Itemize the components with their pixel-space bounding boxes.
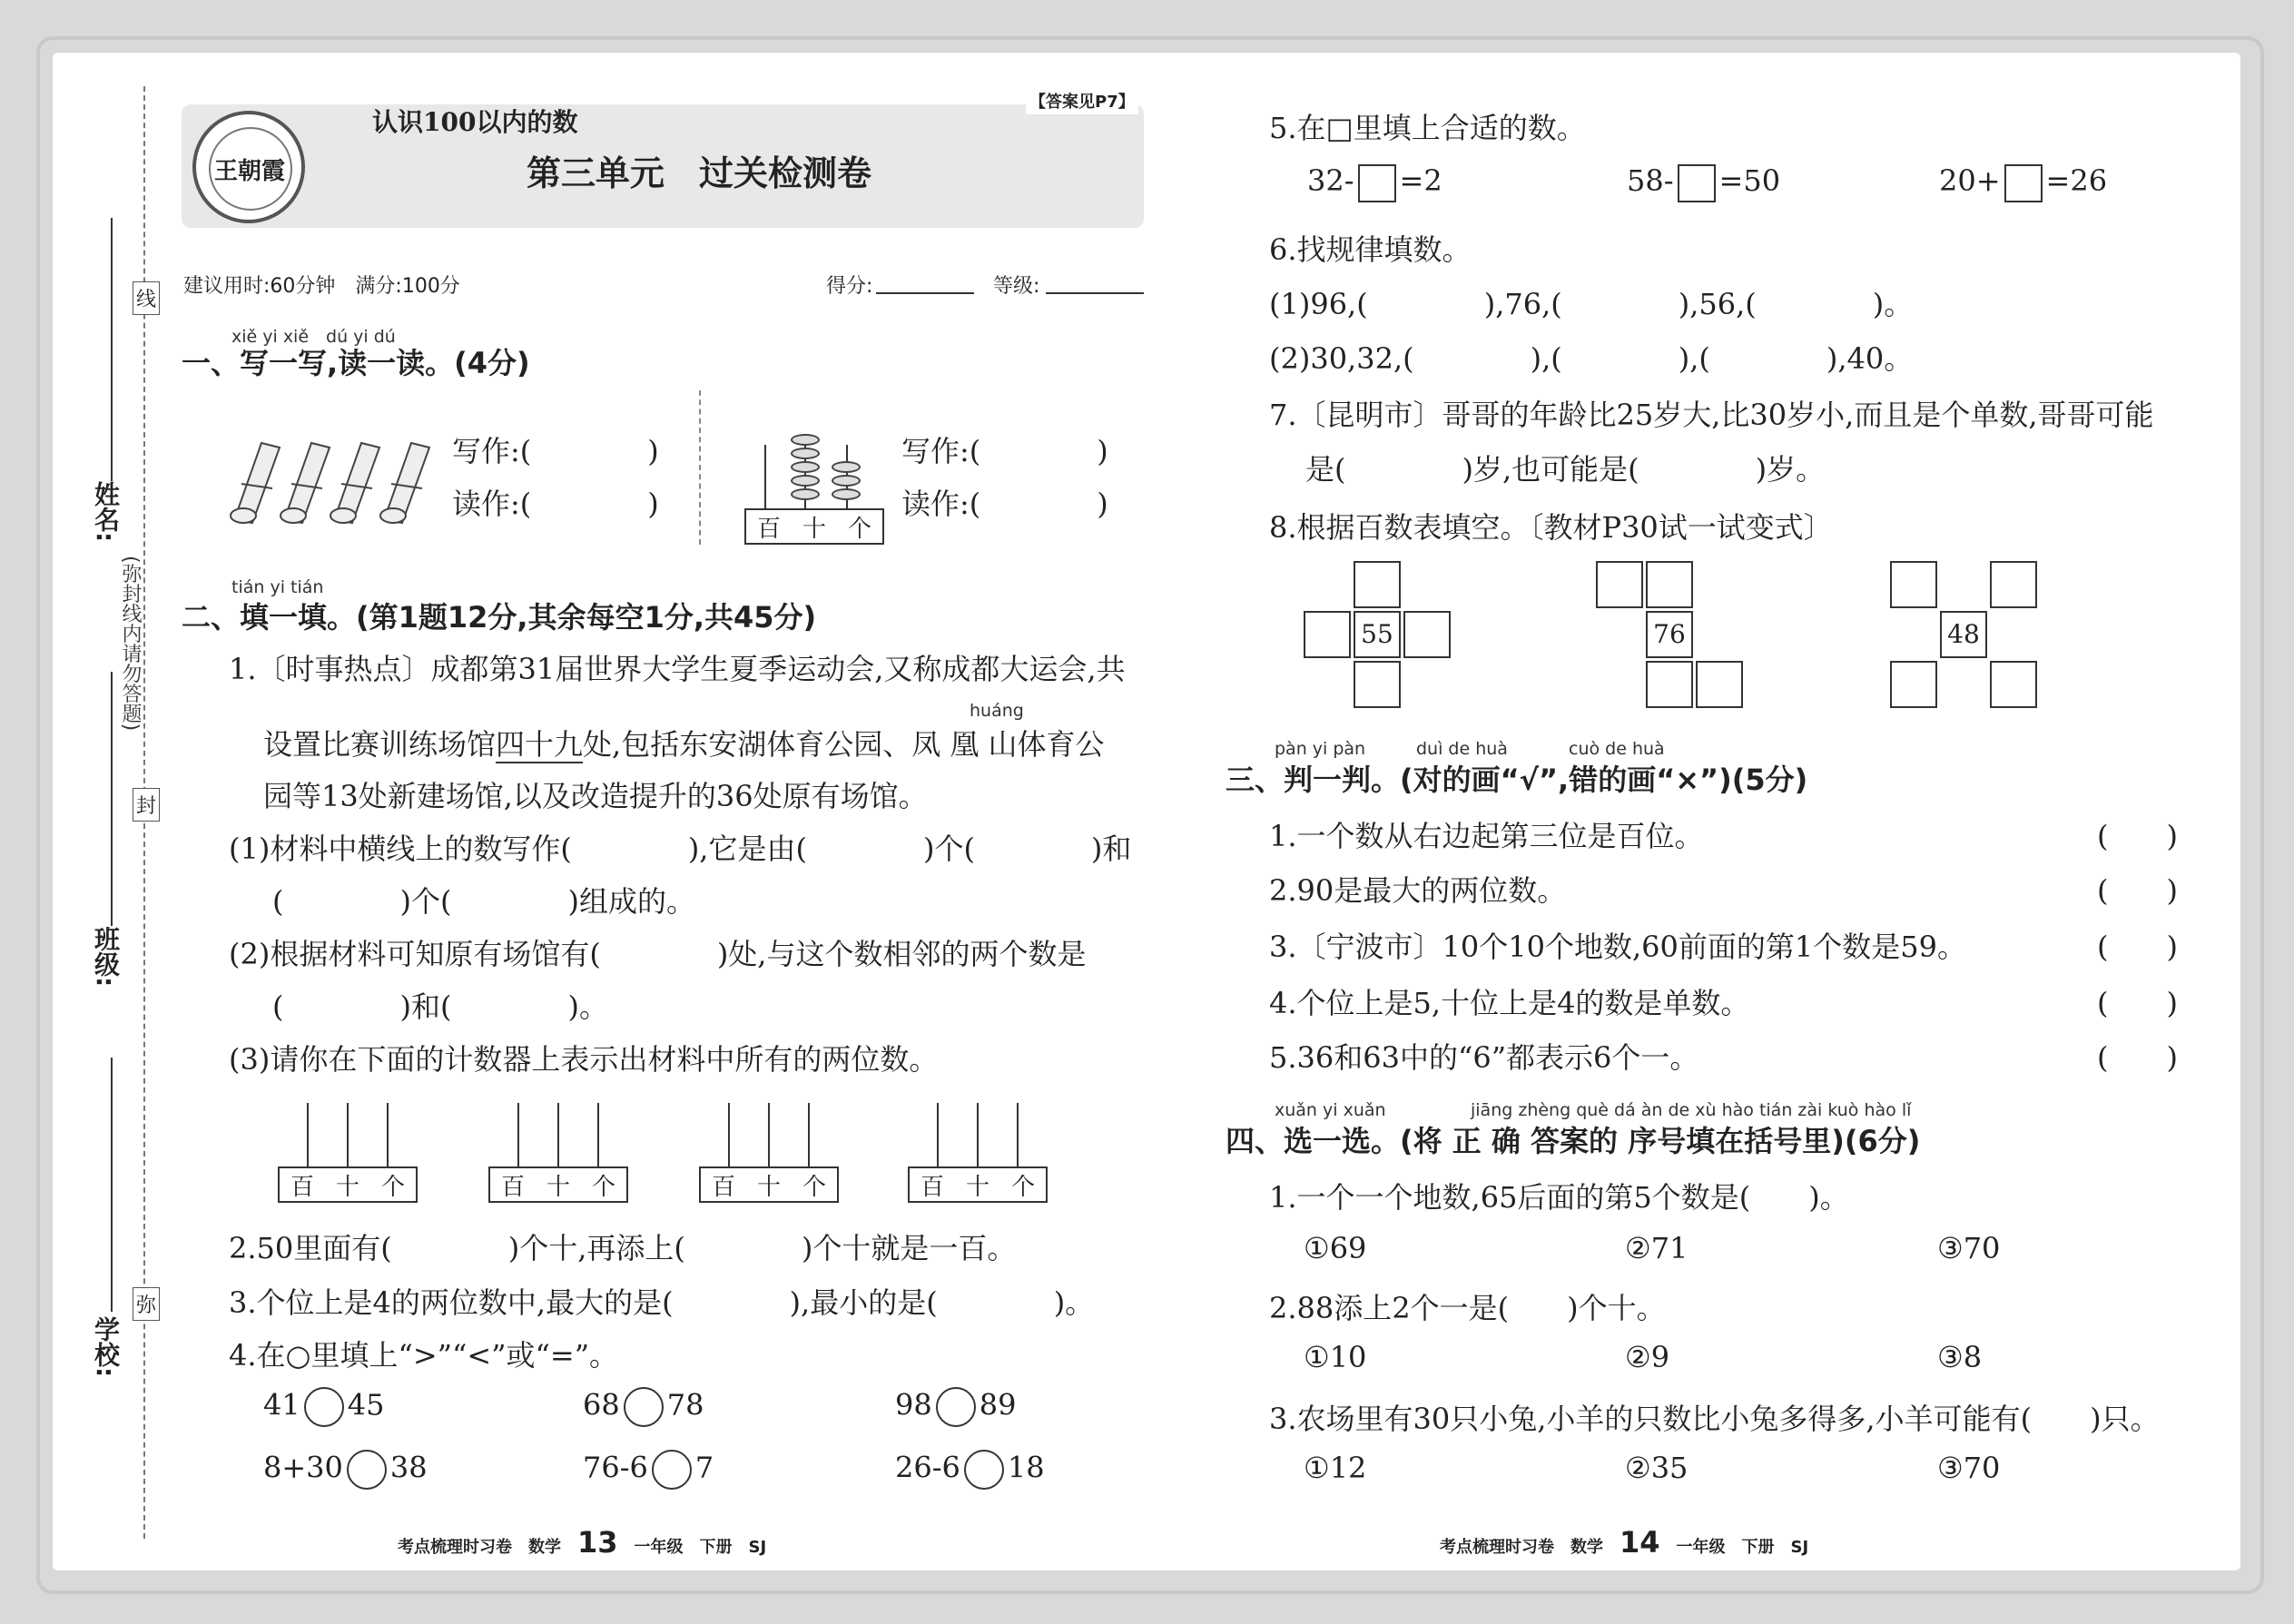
hundred-grid-3 (1890, 561, 2044, 715)
s2-q4: 4.在○里填上“>”“<”或“=”。 (229, 1338, 619, 1373)
s3-item-4: 4.个位上是5,十位上是4的数是单数。 (1269, 986, 1750, 1020)
time-score-info: 建议用时:60分钟 满分:100分 (183, 275, 460, 298)
s2-q1-pinyin: huáng (970, 701, 1024, 721)
answer-box[interactable] (1358, 164, 1396, 202)
logo-text: 王朝霞 (214, 158, 286, 185)
s4-q1-opt-2[interactable]: ②71 (1625, 1231, 1689, 1265)
page-number-13: 13 (577, 1525, 618, 1560)
s4-q3-opt-1[interactable]: ①12 (1304, 1451, 1367, 1485)
s4-q2[interactable]: 2.88添上2个一是( )个十。 (1269, 1291, 1666, 1325)
s3-item-2: 2.90是最大的两位数。 (1269, 873, 1567, 908)
q7-line-1: 7.〔昆明市〕哥哥的年龄比25岁大,比30岁小,而且是个单数,哥哥可能 (1269, 398, 2154, 432)
s2-q1-1a[interactable]: (1)材料中横线上的数写作( ),它是由( )个( )和 (229, 832, 1132, 866)
compare-5: 76-6 7 (583, 1450, 714, 1490)
counter-label-tens: 十 (802, 515, 826, 543)
binding-notice: (弥封线内请勿答题) (119, 556, 142, 732)
counter-1[interactable]: 百 十 个 (278, 1094, 418, 1203)
class-field-line (111, 672, 113, 926)
answer-box[interactable] (2004, 164, 2043, 202)
counter-2[interactable]: 百 十 个 (488, 1094, 628, 1203)
publisher-logo (192, 111, 305, 223)
compare-1: 41 45 (263, 1387, 384, 1427)
s2-q1-2b[interactable]: ( )和( )。 (272, 989, 608, 1024)
grade-label: 等级: (993, 275, 1040, 298)
s3-answer-2[interactable]: ( ) (2097, 873, 2178, 908)
compare-4: 8+30 38 (263, 1450, 428, 1490)
s4-q1-opt-1[interactable]: ①69 (1304, 1231, 1367, 1265)
school-field-line (111, 1058, 113, 1312)
page-title: 第三单元 过关检测卷 (527, 153, 872, 193)
q6-line-1[interactable]: (1)96,( ),76,( ),56,( )。 (1269, 287, 1914, 321)
s4-q3-opt-2[interactable]: ②35 (1625, 1451, 1689, 1485)
compare-6: 26-6 18 (895, 1450, 1045, 1490)
page-number-14: 14 (1620, 1525, 1660, 1560)
class-label: 班级: (91, 926, 121, 988)
counter-label-ones: 个 (847, 515, 871, 543)
q6-line-2[interactable]: (2)30,32,( ),( ),( ),40。 (1269, 341, 1914, 376)
s4-q3[interactable]: 3.农场里有30只小兔,小羊的只数比小兔多得多,小羊可能有( )只。 (1269, 1402, 2160, 1436)
compare-2: 68 78 (583, 1387, 704, 1427)
s3-pinyin-2: duì de huà (1416, 739, 1508, 759)
s4-q2-opt-1[interactable]: ①10 (1304, 1340, 1367, 1374)
s4-pinyin-2: jiāng zhèng què dá àn de xù hào tián zài kuò hào lǐ (1471, 1100, 1912, 1120)
compare-circle[interactable] (347, 1450, 387, 1490)
s2-q1-line2: 设置比赛训练场馆四十九处,包括东安湖体育公园、凤 凰 山体育公 (263, 727, 1105, 762)
s1-write-1[interactable]: 写作:( ) (452, 434, 659, 468)
hundred-grid-2 (1596, 561, 1750, 715)
s3-item-5: 5.36和63中的“6”都表示6个一。 (1269, 1040, 1699, 1075)
underlined-number: 四十九 (496, 727, 584, 762)
binding-mark-line: 线 (133, 281, 160, 315)
s2-q1-line1: 1.〔时事热点〕成都第31届世界大学生夏季运动会,又称成都大运会,共 (229, 652, 1126, 686)
s2-q1-line3: 园等13处新建场馆,以及改造提升的36处原有场馆。 (263, 779, 928, 813)
counter-4[interactable]: 百 十 个 (908, 1094, 1048, 1203)
s3-title: 三、判一判。(对的画“√”,错的画“×”)(5分) (1226, 763, 1808, 797)
grid-value-76: 76 (1646, 611, 1693, 658)
s3-item-1: 1.一个数从右边起第三位是百位。 (1269, 819, 1704, 853)
s4-q2-opt-3[interactable]: ③8 (1937, 1340, 1983, 1374)
s3-answer-4[interactable]: ( ) (2097, 986, 2178, 1020)
q7-line-2[interactable]: 是( )岁,也可能是( )岁。 (1305, 452, 1826, 487)
compare-circle[interactable] (624, 1387, 664, 1427)
q5-title: 5.在□里填上合适的数。 (1269, 111, 1586, 145)
compare-3: 98 89 (895, 1387, 1016, 1427)
q5-item-3: 20+ =26 (1939, 163, 2107, 202)
binding-mark-close: 弥 (133, 1287, 160, 1321)
s2-q1-2a[interactable]: (2)根据材料可知原有场馆有( )处,与这个数相邻的两个数是 (229, 937, 1087, 971)
answer-reference: 【答案见P7】 (1026, 87, 1138, 114)
s1-read-2[interactable]: 读作:( ) (901, 487, 1108, 521)
grid-value-48: 48 (1940, 611, 1987, 658)
compare-circle[interactable] (304, 1387, 344, 1427)
s3-pinyin-1: pàn yi pàn (1275, 739, 1366, 759)
compare-circle[interactable] (652, 1450, 692, 1490)
q6-title: 6.找规律填数。 (1269, 232, 1472, 267)
s2-q2[interactable]: 2.50里面有( )个十,再添上( )个十就是一百。 (229, 1231, 1017, 1265)
topic-label: 认识100以内的数 (372, 107, 578, 137)
counter-3[interactable]: 百 十 个 (699, 1094, 839, 1203)
counter-s1 (744, 399, 884, 545)
s2-q1-1b[interactable]: ( )个( )组成的。 (272, 884, 695, 919)
q8-title: 8.根据百数表填空。〔教材P30试一试变式〕 (1269, 510, 1833, 545)
s3-answer-5[interactable]: ( ) (2097, 1040, 2178, 1075)
binding-mark-seal: 封 (133, 788, 160, 822)
s3-pinyin-3: cuò de huà (1569, 739, 1665, 759)
s2-title: 二、填一填。(第1题12分,其余每空1分,共45分) (182, 600, 817, 635)
school-label: 学校: (91, 1316, 121, 1378)
s4-title: 四、选一选。(将 正 确 答案的 序号填在括号里)(6分) (1226, 1124, 1921, 1158)
s4-q2-opt-2[interactable]: ②9 (1625, 1340, 1670, 1374)
s1-title: 一、写一写,读一读。(4分) (182, 346, 530, 380)
s3-answer-1[interactable]: ( ) (2097, 819, 2178, 853)
s1-pinyin: xiě yi xiě dú yi dú (231, 327, 396, 347)
s3-answer-3[interactable]: ( ) (2097, 930, 2178, 964)
bundles-of-sticks-icon (225, 434, 436, 525)
s4-q1-opt-3[interactable]: ③70 (1937, 1231, 2001, 1265)
s1-write-2[interactable]: 写作:( ) (901, 434, 1108, 468)
s2-pinyin: tián yi tián (231, 577, 324, 597)
footer-left: 考点梳理时习卷 数学 13 一年级 下册 SJ (398, 1525, 767, 1560)
s1-divider (699, 390, 701, 545)
s2-q1-3: (3)请你在下面的计数器上表示出材料中所有的两位数。 (229, 1042, 939, 1077)
s4-pinyin-1: xuǎn yi xuǎn (1275, 1100, 1386, 1120)
s2-q3[interactable]: 3.个位上是4的两位数中,最大的是( ),最小的是( )。 (229, 1285, 1095, 1320)
compare-circle[interactable] (964, 1450, 1004, 1490)
name-field-line (111, 218, 113, 481)
compare-circle[interactable] (936, 1387, 976, 1427)
name-label: 姓名: (91, 481, 121, 543)
grid-value-55: 55 (1354, 611, 1401, 658)
q5-item-2: 58- =50 (1627, 163, 1780, 202)
footer-right: 考点梳理时习卷 数学 14 一年级 下册 SJ (1440, 1525, 1809, 1560)
counter-label-hundreds: 百 (756, 515, 781, 543)
q5-item-1: 32- =2 (1307, 163, 1442, 202)
s1-read-1[interactable]: 读作:( ) (452, 487, 659, 521)
answer-box[interactable] (1678, 164, 1716, 202)
grade-field[interactable] (1046, 292, 1144, 294)
score-field[interactable] (876, 292, 974, 294)
s4-q1[interactable]: 1.一个一个地数,65后面的第5个数是( )。 (1269, 1180, 1849, 1215)
hundred-grid-1 (1304, 561, 1458, 715)
s3-item-3: 3.〔宁波市〕10个10个地数,60前面的第1个数是59。 (1269, 930, 1966, 964)
score-label: 得分: (826, 275, 873, 298)
s4-q3-opt-3[interactable]: ③70 (1937, 1451, 2001, 1485)
